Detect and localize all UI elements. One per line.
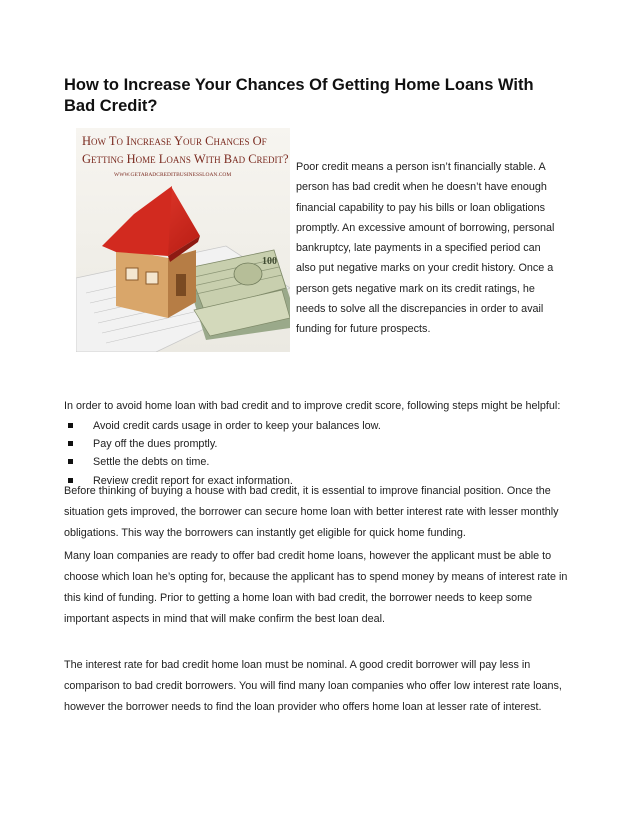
page-title: How to Increase Your Chances Of Getting Home Loans With Bad Credit? <box>64 76 534 115</box>
bullet-icon <box>68 459 73 464</box>
body-paragraph: Many loan companies are ready to offer bad credit home loans, however the applicant must be able to choose which loan he’s opting for, because the applicant has to spend money by means of interest rate in this kind of funding. Prior to getting a home loan with bad credit, the borrower needs to keep some important aspects in mind that will make confirm the best loan deal. <box>64 550 568 625</box>
svg-text:100: 100 <box>262 256 277 267</box>
image-heading-line1: How To Increase Your Chances Of <box>82 134 267 148</box>
bullet-icon <box>68 423 73 428</box>
list-item <box>64 417 574 435</box>
steps-list <box>64 417 574 490</box>
list-item-text: Settle the debts on time. <box>93 456 210 469</box>
bullet-icon <box>68 441 73 446</box>
intro-paragraph: Poor credit means a person isn’t financially stable. A person has bad credit when he doesn’t have enough financial capability to pay his bills or loan obligations promptly. An excessive amount of borrowing, personal bankruptcy, late payments in a specified period can also put negative marks on your credit history. Once a person gets negative mark on its credit ratings, he needs to solve all the discrepancies in order to avail funding for future prospects. <box>296 161 555 336</box>
steps-lead-paragraph: In order to avoid home loan with bad credit and to improve credit score, following steps might be helpful: <box>64 400 561 412</box>
house-money-image <box>76 128 290 352</box>
body-paragraph: The interest rate for bad credit home loan must be nominal. A good credit borrower will pay less in comparison to bad credit borrowers. You will find many loan companies who offer low interest rate loans, however the borrower needs to find the loan provider who offers home loan at lesser rate of interest. <box>64 659 562 713</box>
list-item-text: Pay off the dues promptly. <box>93 438 218 451</box>
image-url: WWW.GETABADCREDITBUSINESSLOAN.COM <box>114 172 232 178</box>
image-heading-line2: Getting Home Loans With Bad Credit? <box>82 152 289 166</box>
list-item <box>64 453 574 471</box>
list-item-text: Review credit report for exact information. <box>93 474 293 487</box>
list-item <box>64 435 574 453</box>
body-paragraph: Before thinking of buying a house with bad credit, it is essential to improve financial position. Once the situation gets improved, the borrower can secure home loan with better interest rate with lesser monthly obligations. This way the borrowers can instantly get eligible for quick home funding. <box>64 485 559 539</box>
list-item-text: Avoid credit cards usage in order to keep your balances low. <box>93 420 381 432</box>
